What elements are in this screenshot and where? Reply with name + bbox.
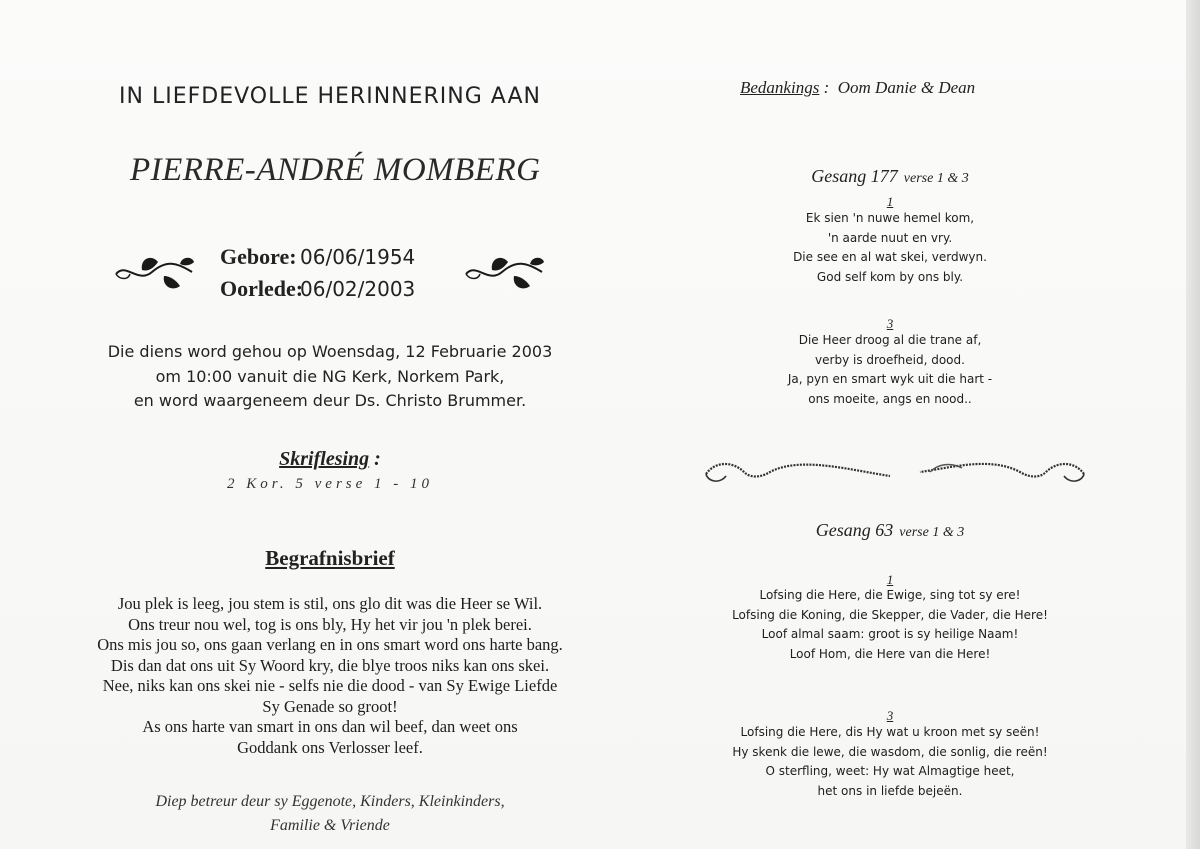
service-line: om 10:00 vanuit die NG Kerk, Norkem Park, <box>155 366 505 386</box>
hymn2-title <box>740 520 1040 541</box>
verse-line: Die Heer droog al die trane af, <box>798 333 982 347</box>
thanks-label: Bedankings <box>740 78 820 97</box>
hymn2-verse3 <box>690 723 1090 801</box>
letter-title: Begrafnisbrief <box>265 546 395 570</box>
born-date: 06/06/1954 <box>300 245 416 269</box>
service-details <box>90 340 570 414</box>
life-dates <box>220 244 450 308</box>
poem-line: Ons mis jou so, ons gaan verlang en in ons smart word ons harte bang. <box>97 635 563 654</box>
hymn2-verse1 <box>690 586 1090 664</box>
funeral-poem <box>80 594 580 758</box>
thanks-names: Oom Danie & Dean <box>837 78 976 97</box>
died-date: 06/02/2003 <box>300 277 416 301</box>
verse-line: Lofsing die Koning, die Skepper, die Vader, die Here! <box>732 607 1048 622</box>
service-line: en word waargeneem deur Ds. Christo Brummer. <box>133 391 527 410</box>
verse-line: Loof Hom, die Here van die Here! <box>789 646 991 661</box>
verse-line: Ek sien 'n nuwe hemel kom, <box>805 211 975 225</box>
mourners-line: Familie & Vriende <box>270 817 390 834</box>
hymn1-verse1 <box>710 209 1070 287</box>
leaf-vine-right-icon <box>462 250 546 294</box>
poem-line: Jou plek is leeg, jou stem is stil, ons glo dit was die Heer se Wil. <box>117 594 543 613</box>
verse-line: verby is droefheid, dood. <box>815 352 965 367</box>
mourners-line: Diep betreur deur sy Eggenote, Kinders, Kleinkinders, <box>155 793 505 810</box>
scroll-flourish-icon <box>700 450 1090 496</box>
verse-line: Lofsing die Here, dis Hy wat u kroon met sy seën! <box>740 725 1040 739</box>
poem-line: Ons treur nou wel, tog is ons bly, Hy het vir jou 'n plek berei. <box>128 614 532 634</box>
scripture-heading <box>260 448 400 471</box>
verse-line: het ons in liefde bejeën. <box>817 783 963 798</box>
page-edge <box>1186 0 1200 849</box>
hymn1-verse1-number: 1 <box>886 194 894 209</box>
verse-line: Die see en al wat skei, verdwyn. <box>793 250 987 264</box>
hymn1-verse3-number: 3 <box>886 316 894 331</box>
verse-line: ons moeite, angs en nood.. <box>808 391 972 406</box>
scripture-colon: : <box>369 448 381 470</box>
poem-line: Dis dan dat ons uit Sy Woord kry, die blye troos niks kan ons skei. <box>110 655 550 675</box>
hymn1-verse3 <box>710 331 1070 409</box>
hymn2-verse1-number: 1 <box>886 572 894 587</box>
poem-line: Goddank ons Verlosser leef. <box>237 737 423 757</box>
hymn2-name: Gesang 63 <box>815 520 894 540</box>
died-row <box>220 276 450 308</box>
service-line: Die diens word gehou op Woensdag, 12 Februarie 2003 <box>107 342 553 361</box>
verse-line: Hy skenk die lewe, die wasdom, die sonlig, die reën! <box>732 744 1048 759</box>
scripture-reference: 2 Kor. 5 verse 1 - 10 <box>226 476 434 492</box>
scripture-title: Skriflesing <box>279 448 370 470</box>
verse-line: O sterfling, weet: Hy wat Almagtige heet, <box>765 764 1015 778</box>
hymn1-title <box>740 166 1040 187</box>
acknowledgements <box>740 78 1040 98</box>
deceased-name: PIERRE-ANDRÉ MOMBERG <box>130 152 541 188</box>
hymn2-verses: verse 1 & 3 <box>899 525 965 540</box>
memorial-heading: IN LIEFDEVOLLE HERINNERING AAN <box>119 84 541 109</box>
letter-heading <box>230 546 430 571</box>
poem-line: As ons harte van smart in ons dan wil beef, dan weet ons <box>142 717 518 736</box>
leaf-vine-left-icon <box>112 250 196 294</box>
hymn1-verses: verse 1 & 3 <box>903 171 969 186</box>
poem-line: Sy Genade so groot! <box>262 696 398 716</box>
verse-line: 'n aarde nuut en vry. <box>827 230 953 245</box>
verse-line: Lofsing die Here, die Ewige, sing tot sy ere! <box>759 588 1021 602</box>
thanks-sep: : <box>819 78 830 97</box>
hymn2-verse3-number: 3 <box>886 708 894 723</box>
born-label: Gebore: <box>220 244 297 269</box>
verse-line: Ja, pyn en smart wyk uit die hart - <box>787 372 993 386</box>
poem-line: Nee, niks kan ons skei nie - selfs nie die dood - van Sy Ewige Liefde <box>102 676 558 695</box>
born-row <box>220 244 450 276</box>
mourners <box>110 790 550 838</box>
hymn1-name: Gesang 177 <box>811 166 898 186</box>
died-label: Oorlede: <box>220 276 304 301</box>
verse-line: Loof almal saam: groot is sy heilige Naam! <box>761 627 1019 641</box>
verse-line: God self kom by ons bly. <box>816 269 964 284</box>
